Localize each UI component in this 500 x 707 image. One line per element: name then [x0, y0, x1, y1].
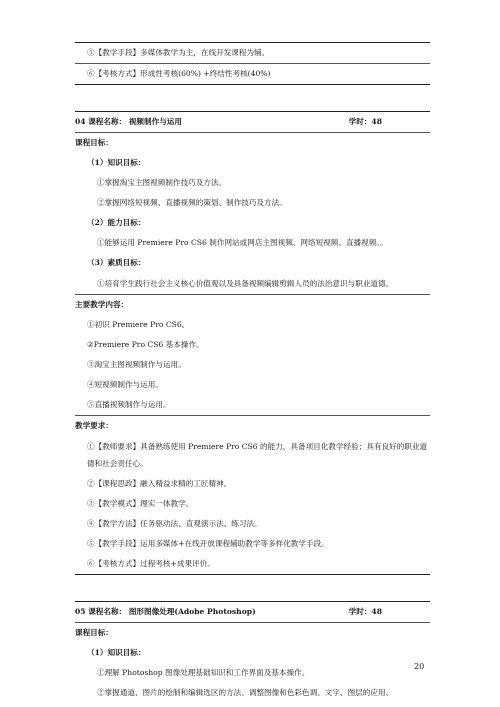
content-item: ①初识 Premiere Pro CS6。	[87, 320, 190, 329]
knowledge-item: ②掌握网络短视频、直播视频的策划、制作技巧及方法。	[97, 198, 287, 207]
requirement-item: ①【教师要求】具备熟练使用 Premiere Pro CS6 的能力，具备项目化教学经验；具有良好的职业道德和社会责任心。	[87, 442, 428, 468]
goals-heading: 课程目标：	[75, 628, 113, 637]
knowledge-item: ①掌握淘宝主图视频制作技巧及方法。	[97, 178, 227, 187]
knowledge-heading: （1）知识目标：	[87, 158, 146, 167]
teaching-means-row: ⑤【教学手段】多媒体教学为主，在线开发课程为辅。	[75, 43, 430, 64]
content-item: ⑤直播视频制作与运用。	[75, 395, 430, 416]
assessment-row: ⑥【考核方式】形成性考核(60%) +终结性考核(40%)	[87, 69, 271, 78]
requirements-heading: 教学要求：	[75, 421, 113, 430]
content-item: ②Premiere Pro CS6 基本操作。	[87, 340, 204, 349]
page-number: 20	[414, 662, 425, 671]
requirement-item: ③【教学模式】理实一体教学。	[87, 499, 194, 508]
course-04-header	[75, 112, 430, 133]
content-item: ③淘宝主图视频制作与运用。	[87, 360, 186, 369]
course-05-hours: 学时：48	[348, 607, 382, 616]
knowledge-item: ①理解 Photoshop 图像处理基础知识和工作界面及基本操作。	[97, 668, 310, 677]
knowledge-item: ②掌握通道、图片的绘制和编辑选区的方法、调整图像和色彩色调、文字、图层的应用、	[97, 688, 394, 697]
document-page	[75, 42, 430, 703]
course-04-table	[75, 111, 430, 575]
course-04-title: 04 课程名称： 视频制作与运用	[75, 117, 182, 126]
course-05-header	[75, 602, 430, 623]
content-item: ④短视频制作与运用。	[87, 380, 163, 389]
requirement-item: ⑥【考核方式】过程考核+成果评价。	[87, 559, 215, 568]
course-05-table	[75, 601, 430, 703]
course-05-title: 05 课程名称： 图形图像处理(Adobe Photoshop)	[75, 607, 256, 616]
content-heading: 主要教学内容：	[75, 300, 129, 309]
ability-heading: （2）能力目标：	[87, 218, 146, 227]
requirement-item: ④【教学方法】任务驱动法、直观演示法、练习法。	[87, 519, 262, 528]
course-03-table-end	[75, 42, 430, 85]
quality-item: ①培育学生践行社会主义核心价值观以及具备视频编辑剪辑人员的法治意识与职业道德。	[75, 273, 430, 295]
ability-item: ①能够运用 Premiere Pro CS6 制作网站或网店主图视频、网络短视频、直播视频。。	[97, 238, 388, 247]
requirement-item: ②【课程思政】融入精益求精的工匠精神。	[87, 479, 232, 488]
course-04-hours: 学时：48	[348, 117, 382, 126]
goals-heading: 课程目标：	[75, 138, 113, 147]
knowledge-heading: （1）知识目标：	[87, 648, 146, 657]
quality-heading: （3）素质目标：	[87, 258, 146, 267]
requirement-item: ⑤【教学手段】运用多媒体+在线开放课程辅助教学等多样化教学手段。	[87, 539, 329, 548]
